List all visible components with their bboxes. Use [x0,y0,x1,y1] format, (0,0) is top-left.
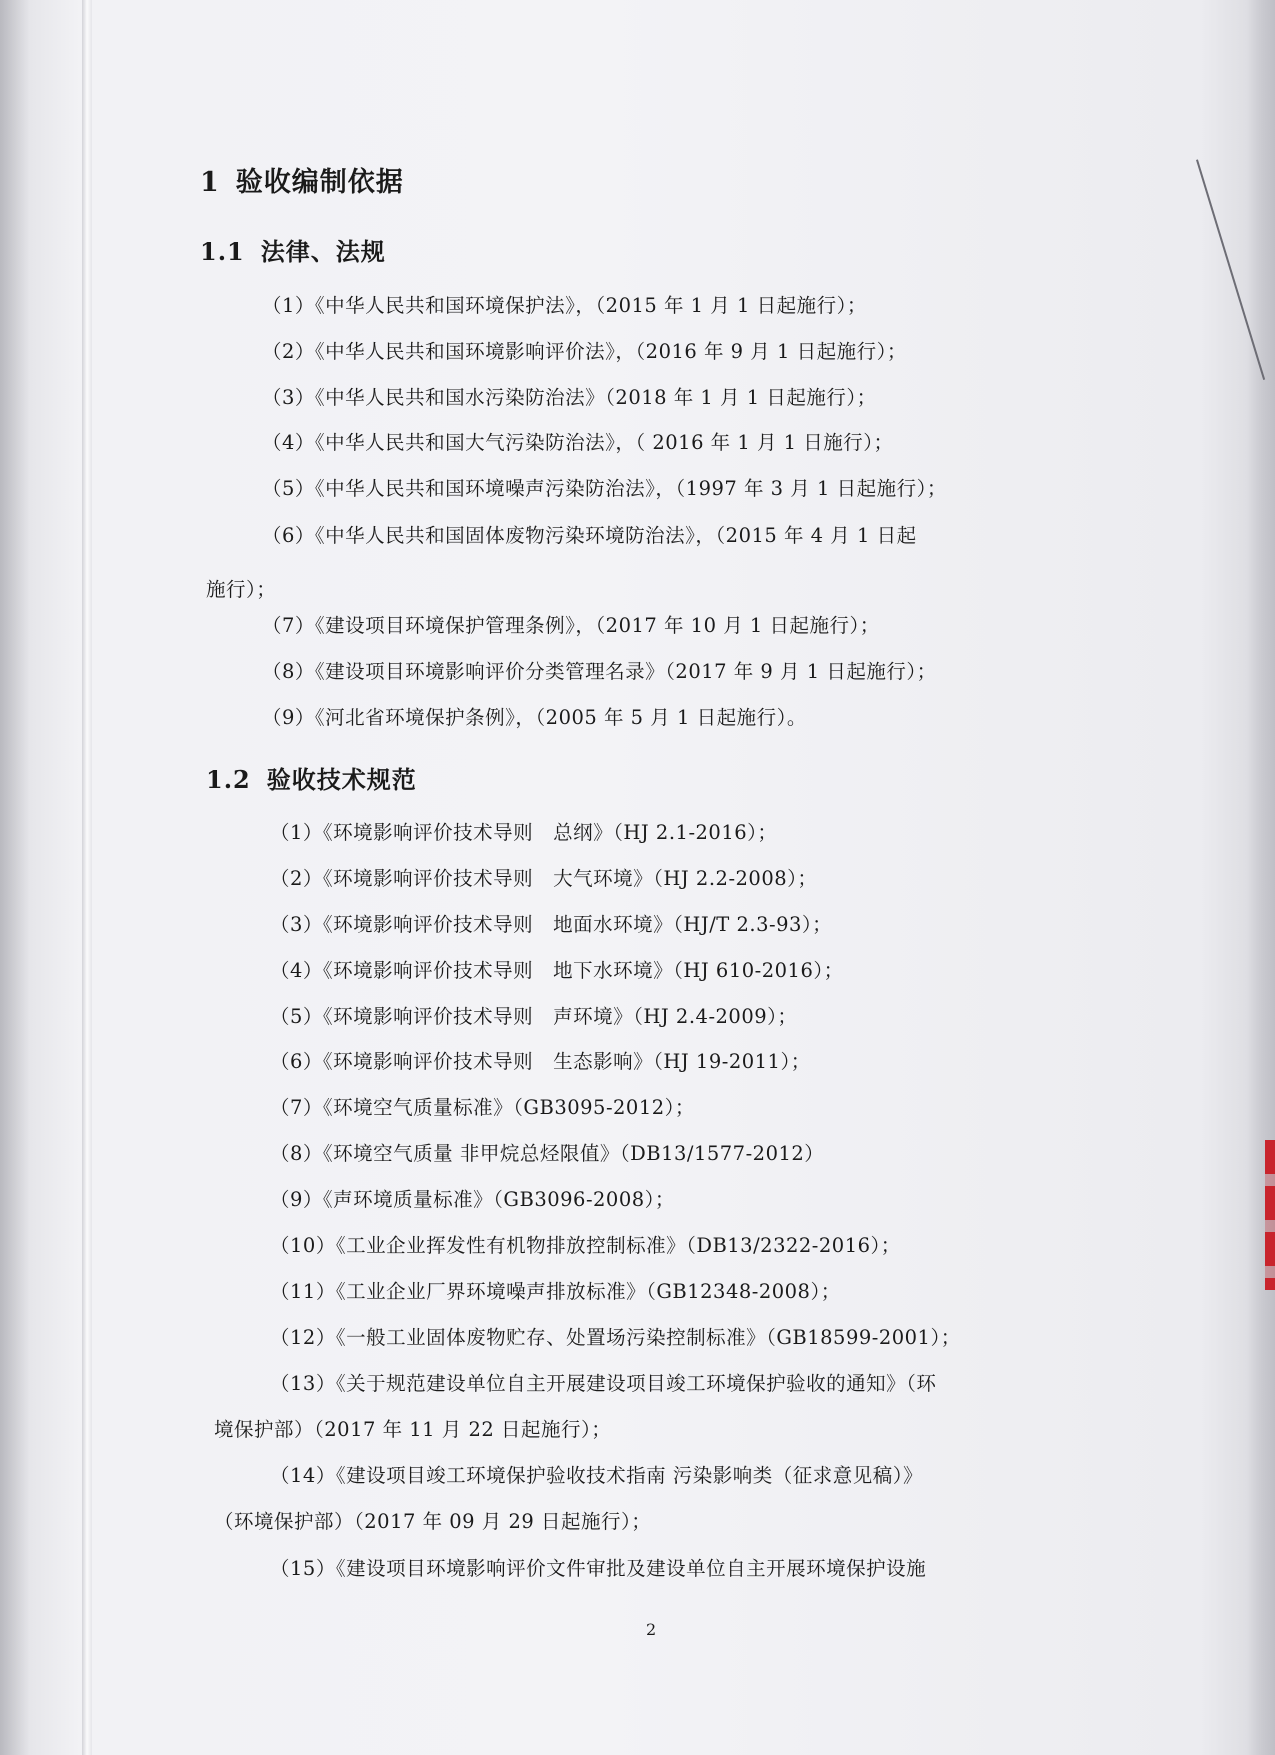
list-item: （14）《建设项目竣工环境保护验收技术指南 污染影响类（征求意见稿）》 [270,1464,924,1487]
list-item: （4）《中华人民共和国大气污染防治法》，（ 2016 年 1 月 1 日施行）； [262,431,894,454]
list-item: （1）《中华人民共和国环境保护法》，（2015 年 1 月 1 日起施行）； [262,294,867,317]
list-item: （8）《环境空气质量 非甲烷总烃限值》（DB13/1577-2012） [270,1142,825,1165]
list-item: （9）《河北省环境保护条例》，（2005 年 5 月 1 日起施行）。 [262,706,807,729]
section-heading-1-2 [206,760,417,795]
list-item: （12）《一般工业固体废物贮存、处置场污染控制标准》（GB18599-2001）； [270,1326,961,1349]
list-item: （3）《中华人民共和国水污染防治法》（2018 年 1 月 1 日起施行）； [262,386,877,409]
list-item: （7）《环境空气质量标准》（GB3095-2012）； [270,1096,695,1119]
section-heading-1-1 [200,232,386,267]
list-item: （9）《声环境质量标准》（GB3096-2008）； [270,1188,675,1211]
list-item: （2）《中华人民共和国环境影响评价法》，（2016 年 9 月 1 日起施行）； [262,340,907,363]
list-item: （11）《工业企业厂界环境噪声排放标准》（GB12348-2008）； [270,1280,841,1303]
heading-number: 1.1 [200,237,245,266]
list-item: （2）《环境影响评价技术导则 大气环境》（HJ 2.2-2008）； [270,867,818,890]
list-item: （8）《建设项目环境影响评价分类管理名录》（2017 年 9 月 1 日起施行）； [262,660,937,683]
heading-title: 验收技术规范 [266,765,417,794]
list-item-continuation: （环境保护部）（2017 年 09 月 29 日起施行）； [214,1510,652,1533]
heading-number: 1.2 [206,765,251,794]
list-item-continuation: 境保护部）（2017 年 11 月 22 日起施行）； [214,1418,612,1441]
heading-title: 验收编制依据 [235,167,404,198]
list-item: （3）《环境影响评价技术导则 地面水环境》（HJ/T 2.3-93）； [270,913,833,936]
list-item: （5）《中华人民共和国环境噪声污染防治法》，（1997 年 3 月 1 日起施行）； [262,477,947,500]
list-item: （10）《工业企业挥发性有机物排放控制标准》（DB13/2322-2016）； [270,1234,901,1257]
list-item: （5）《环境影响评价技术导则 声环境》（HJ 2.4-2009）； [270,1005,798,1028]
list-item: （7）《建设项目环境保护管理条例》，（2017 年 10 月 1 日起施行）； [262,614,880,637]
list-item: （6）《环境影响评价技术导则 生态影响》（HJ 19-2011）； [270,1050,811,1073]
list-item: （4）《环境影响评价技术导则 地下水环境》（HJ 610-2016）； [270,959,844,982]
list-item: （13）《关于规范建设单位自主开展建设项目竣工环境保护验收的通知》（环 [270,1372,937,1395]
list-item: （6）《中华人民共和国固体废物污染环境防治法》，（2015 年 4 月 1 日起 [262,524,917,547]
list-item-continuation: 施行）； [206,578,277,601]
section-heading-1 [200,160,404,199]
list-item: （1）《环境影响评价技术导则 总纲》（HJ 2.1-2016）； [270,821,778,844]
page-number: 2 [646,1620,657,1639]
heading-title: 法律、法规 [260,237,386,266]
heading-number: 1 [200,167,220,198]
list-item: （15）《建设项目环境影响评价文件审批及建设单位自主开展环境保护设施 [270,1557,927,1580]
